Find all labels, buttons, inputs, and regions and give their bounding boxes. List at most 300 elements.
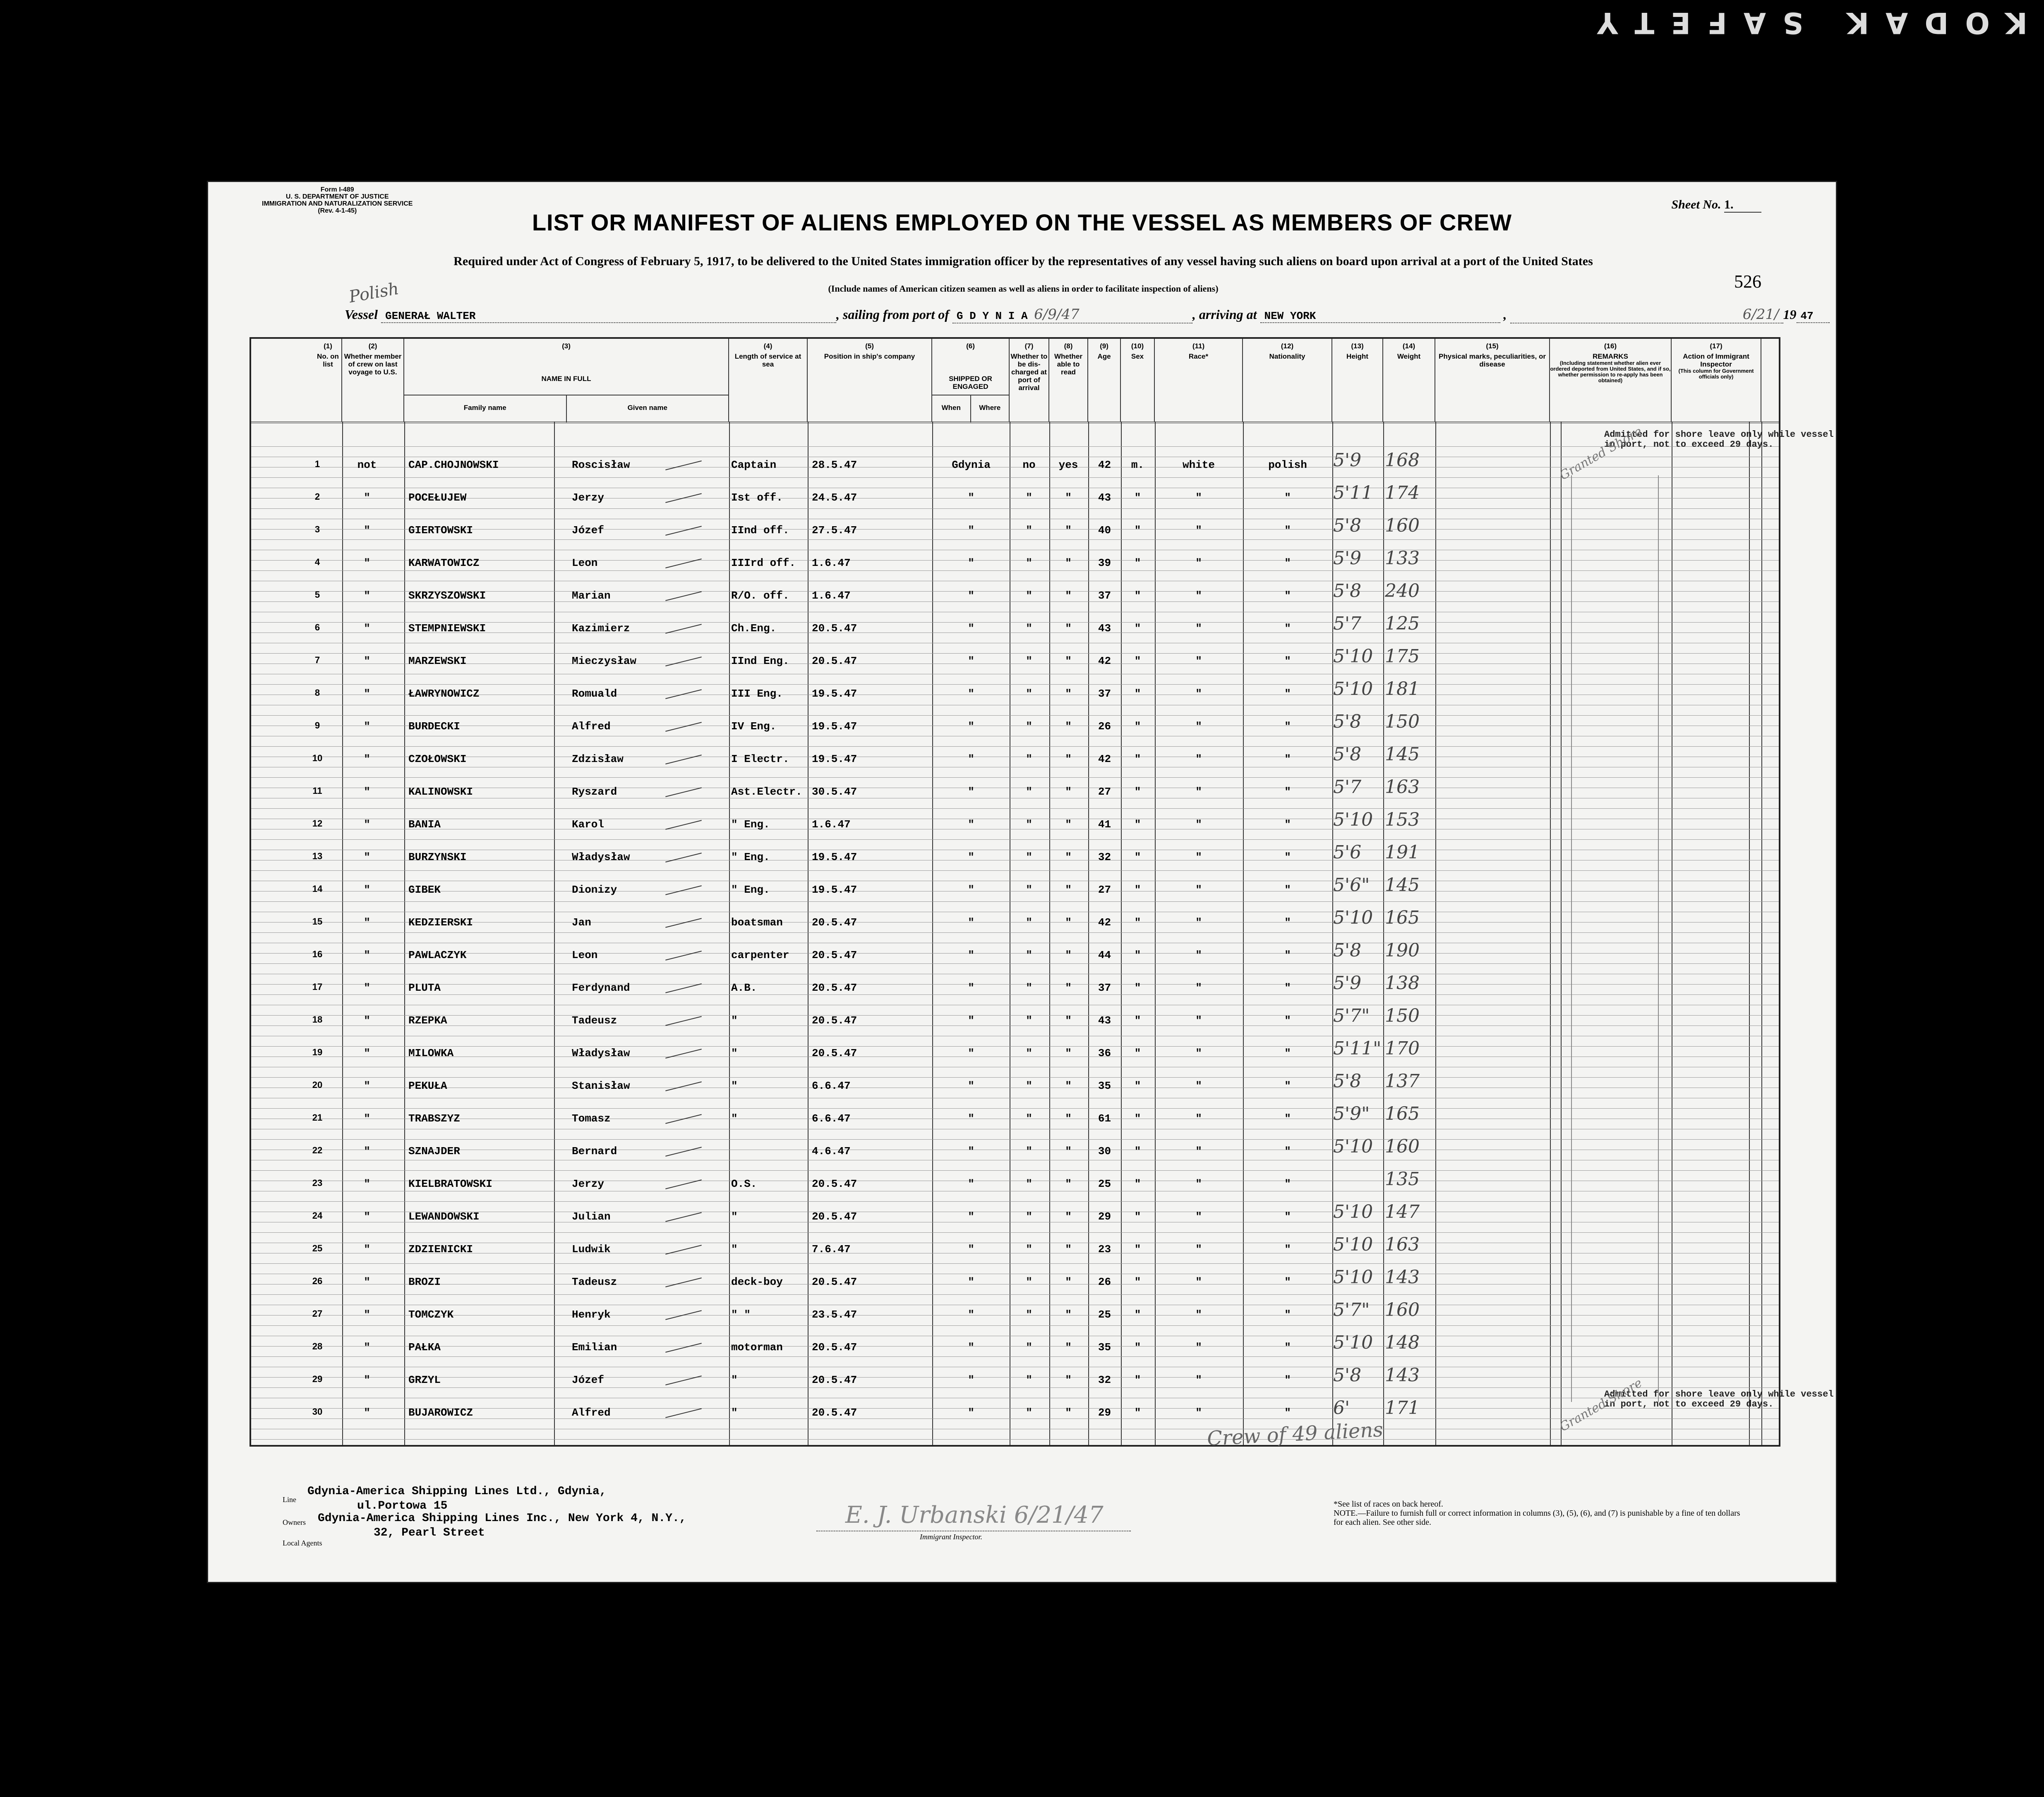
service-check-mark — [665, 853, 702, 863]
column-header: (12) Nationality — [1243, 339, 1332, 422]
discharged: " — [1026, 949, 1032, 961]
weight-handwritten: 147 — [1385, 1201, 1420, 1222]
weight-handwritten: 138 — [1385, 973, 1420, 994]
service-check-mark — [665, 460, 702, 470]
able-to-read: " — [1065, 1374, 1072, 1386]
shipped-where: " — [968, 1406, 974, 1419]
ruled-line — [251, 839, 1779, 840]
column-rule — [554, 422, 555, 1445]
service-check-mark — [665, 820, 702, 830]
nationality: " — [1284, 982, 1291, 994]
column-rule — [1383, 422, 1384, 1445]
discharged: " — [1026, 491, 1032, 504]
ruled-line — [251, 653, 1779, 654]
discharged: " — [1026, 916, 1032, 929]
nationality: polish — [1268, 459, 1307, 471]
given-name: Jan — [572, 916, 591, 929]
sheet-number — [1672, 198, 1762, 213]
height-handwritten: 5'8 — [1333, 515, 1362, 536]
position: " — [731, 1080, 738, 1092]
ruled-line — [251, 1232, 1779, 1233]
ruled-line — [251, 477, 1779, 478]
crew-table — [250, 337, 1834, 1451]
vessel-name: GENERAŁ WALTER — [381, 310, 836, 323]
sex: " — [1134, 753, 1141, 765]
service-check-mark — [665, 1049, 702, 1059]
sex: " — [1134, 720, 1141, 733]
inspector-signature: E. J. Urbanski 6/21/47 — [845, 1502, 1104, 1529]
sex: " — [1134, 655, 1141, 667]
height-handwritten: 5'8 — [1333, 1365, 1362, 1386]
position: O.S. — [731, 1178, 757, 1190]
given-name: Alfred — [572, 1406, 611, 1419]
able-to-read: " — [1065, 982, 1072, 994]
able-to-read: " — [1065, 851, 1072, 863]
nationality: " — [1284, 1178, 1291, 1190]
age: 29 — [1098, 1406, 1111, 1419]
able-to-read: " — [1065, 1112, 1072, 1125]
ruled-line — [251, 901, 1779, 902]
shipped-when: 1.6.47 — [812, 557, 851, 569]
owners-address: 32, Pearl Street — [374, 1526, 485, 1539]
nationality: " — [1284, 1112, 1291, 1125]
discharged: " — [1026, 786, 1032, 798]
weight-handwritten: 137 — [1385, 1071, 1420, 1092]
position: " — [731, 1047, 738, 1059]
shipped-where: " — [968, 655, 974, 667]
nationality: " — [1284, 557, 1291, 569]
shipped-when: 23.5.47 — [812, 1308, 857, 1321]
ruled-line — [251, 1387, 1779, 1388]
year-prefix: 19 — [1783, 307, 1797, 322]
weight-handwritten: 165 — [1385, 907, 1420, 928]
ruled-line — [251, 1356, 1779, 1357]
shipped-when: 19.5.47 — [812, 851, 857, 863]
position: A.B. — [731, 982, 757, 994]
age: 37 — [1098, 688, 1111, 700]
prev-voyage: " — [364, 1243, 370, 1256]
prev-voyage: " — [364, 1374, 370, 1386]
form-number: Form I-489 — [320, 186, 354, 193]
given-name: Julian — [572, 1210, 611, 1223]
shipped-when: 20.5.47 — [812, 1276, 857, 1288]
able-to-read: " — [1065, 949, 1072, 961]
race: " — [1195, 1047, 1202, 1059]
shipped-where: " — [968, 1145, 974, 1157]
height-handwritten: 5'9" — [1333, 1103, 1370, 1124]
weight-handwritten: 240 — [1385, 580, 1420, 601]
race: white — [1182, 459, 1215, 471]
given-name: Bernard — [572, 1145, 617, 1157]
height-handwritten: 6' — [1333, 1397, 1350, 1418]
given-name: Kazimierz — [572, 622, 630, 635]
prev-voyage: " — [364, 1406, 370, 1419]
shipped-where: " — [968, 1210, 974, 1223]
family-name: KARWATOWICZ — [408, 557, 480, 569]
column-rule — [1332, 422, 1333, 1445]
family-name: POCEŁUJEW — [408, 491, 467, 504]
discharged: " — [1026, 753, 1032, 765]
nationality: " — [1284, 916, 1291, 929]
discharged: " — [1026, 589, 1032, 602]
weight-handwritten: 163 — [1385, 1234, 1420, 1255]
column-header: (14) Weight — [1383, 339, 1435, 422]
weight-handwritten: 170 — [1385, 1038, 1420, 1059]
race: " — [1195, 1178, 1202, 1190]
weight-handwritten: 175 — [1385, 646, 1420, 667]
sex: " — [1134, 1145, 1141, 1157]
weight-handwritten: 163 — [1385, 776, 1420, 798]
row-number: 11 — [312, 786, 322, 796]
shipped-when: 20.5.47 — [812, 655, 857, 667]
department: U. S. DEPARTMENT OF JUSTICE — [285, 193, 389, 200]
age: 32 — [1098, 851, 1111, 863]
row-number: 28 — [312, 1341, 323, 1351]
discharged: " — [1026, 1374, 1032, 1386]
shipped-where: " — [968, 786, 974, 798]
column-rule — [1550, 422, 1551, 1445]
film-edge-text: KODAK SAFETY — [1580, 6, 2027, 40]
height-handwritten: 5'7" — [1333, 1005, 1370, 1026]
given-name: Romuald — [572, 688, 617, 700]
prev-voyage: " — [364, 786, 370, 798]
revision: (Rev. 4-1-45) — [318, 207, 357, 214]
shipped-where: " — [968, 1112, 974, 1125]
shipped-when: 30.5.47 — [812, 786, 857, 798]
prev-voyage: " — [364, 1145, 370, 1157]
race: " — [1195, 524, 1202, 537]
able-to-read: " — [1065, 491, 1072, 504]
prev-voyage: " — [364, 982, 370, 994]
discharged: " — [1026, 1276, 1032, 1288]
nationality: " — [1284, 1014, 1291, 1027]
shipped-when: 20.5.47 — [812, 1406, 857, 1419]
column-header: (16) REMARKS (Including statement whether alien ever ordered deported from United States, and if so, whether permission to re-apply has been obtained) — [1550, 339, 1672, 422]
row-number: 17 — [312, 982, 323, 992]
race: " — [1195, 557, 1202, 569]
weight-handwritten: 160 — [1385, 1299, 1420, 1320]
service-check-mark — [665, 526, 702, 536]
sex: m. — [1131, 459, 1144, 471]
column-header: (4) Length of service at sea — [729, 339, 808, 422]
nationality: " — [1284, 1080, 1291, 1092]
height-handwritten: 5'10 — [1333, 1234, 1373, 1255]
race: " — [1195, 1145, 1202, 1157]
nationality: " — [1284, 1047, 1291, 1059]
height-handwritten: 5'10 — [1333, 678, 1373, 700]
age: 26 — [1098, 1276, 1111, 1288]
weight-handwritten: 160 — [1385, 1136, 1420, 1157]
age: 43 — [1098, 491, 1111, 504]
family-name: BURZYNSKI — [408, 851, 467, 863]
nationality: " — [1284, 720, 1291, 733]
shipped-where: Gdynia — [952, 459, 991, 471]
sex: " — [1134, 589, 1141, 602]
ruled-line — [251, 715, 1779, 716]
family-name: RZEPKA — [408, 1014, 447, 1027]
column-rule — [932, 422, 933, 1445]
remark-handwritten: Granted Shore — [1557, 424, 1645, 483]
ruled-line — [251, 1108, 1779, 1109]
able-to-read: " — [1065, 1341, 1072, 1354]
column-header: (11) Race* — [1155, 339, 1243, 422]
shipped-where: " — [968, 720, 974, 733]
owners-label: Owners — [283, 1518, 306, 1526]
prev-voyage: " — [364, 557, 370, 569]
able-to-read: " — [1065, 1014, 1072, 1027]
age: 43 — [1098, 1014, 1111, 1027]
position: " " — [731, 1308, 751, 1321]
ruled-line — [251, 777, 1779, 778]
able-to-read: " — [1065, 524, 1072, 537]
nationality: " — [1284, 851, 1291, 863]
weight-handwritten: 174 — [1385, 482, 1420, 503]
row-number: 12 — [312, 818, 323, 829]
position: " — [731, 1210, 738, 1223]
column-header: (5) Position in ship's company — [808, 339, 932, 422]
shipped-when: 20.5.47 — [812, 622, 857, 635]
discharged: no — [1022, 459, 1036, 471]
footer — [250, 1456, 1780, 1572]
family-name: BURDECKI — [408, 720, 460, 733]
weight-handwritten: 165 — [1385, 1103, 1420, 1124]
column-rule — [1749, 422, 1750, 1445]
sailing-port — [952, 306, 1192, 323]
given-name: Leon — [572, 949, 598, 961]
ditto-line — [1571, 475, 1572, 1402]
height-handwritten: 5'7 — [1333, 613, 1362, 634]
age: 26 — [1098, 720, 1111, 733]
shipped-where: " — [968, 1374, 974, 1386]
height-handwritten: 5'9 — [1333, 450, 1362, 471]
given-name: Leon — [572, 557, 598, 569]
nationality: " — [1284, 688, 1291, 700]
height-handwritten: 5'9 — [1333, 548, 1362, 569]
discharged: " — [1026, 655, 1032, 667]
family-name: ZDZIENICKI — [408, 1243, 473, 1256]
column-rule — [1088, 422, 1089, 1445]
race: " — [1195, 622, 1202, 635]
weight-handwritten: 145 — [1385, 744, 1420, 765]
sheet-label: Sheet No. — [1671, 198, 1721, 211]
shipped-when: 20.5.47 — [812, 916, 857, 929]
age: 42 — [1098, 655, 1111, 667]
nationality: " — [1284, 949, 1291, 961]
ruled-line — [251, 539, 1779, 540]
sex: " — [1134, 524, 1141, 537]
service-check-mark — [665, 787, 702, 797]
sex: " — [1134, 1374, 1141, 1386]
service-check-mark — [665, 885, 702, 895]
height-handwritten: 5'10 — [1333, 1267, 1373, 1288]
able-to-read: " — [1065, 1276, 1072, 1288]
position: " — [731, 1014, 738, 1027]
race: " — [1195, 753, 1202, 765]
height-handwritten: 5'8 — [1333, 940, 1362, 961]
shipped-when: 1.6.47 — [812, 818, 851, 831]
discharged: " — [1026, 1308, 1032, 1321]
row-number: 4 — [314, 557, 320, 567]
able-to-read: " — [1065, 753, 1072, 765]
age: 32 — [1098, 1374, 1111, 1386]
weight-handwritten: 143 — [1385, 1267, 1420, 1288]
sex: " — [1134, 491, 1141, 504]
shipped-when: 4.6.47 — [812, 1145, 851, 1157]
nationality: " — [1284, 1276, 1291, 1288]
age: 25 — [1098, 1308, 1111, 1321]
race: " — [1195, 851, 1202, 863]
discharged: " — [1026, 982, 1032, 994]
ruled-line — [251, 746, 1779, 747]
prev-voyage: " — [364, 1014, 370, 1027]
race: " — [1195, 1243, 1202, 1256]
position: " Eng. — [731, 818, 770, 831]
age: 36 — [1098, 1047, 1111, 1059]
position: Ast.Electr. — [731, 786, 802, 798]
service-check-mark — [665, 983, 702, 993]
column-rule — [1049, 422, 1050, 1445]
age: 42 — [1098, 459, 1111, 471]
family-name: GRZYL — [408, 1374, 441, 1386]
row-number: 24 — [312, 1210, 323, 1221]
line-label: Line — [283, 1495, 296, 1504]
age: 37 — [1098, 982, 1111, 994]
given-name: Jerzy — [572, 1178, 605, 1190]
position: " Eng. — [731, 884, 770, 896]
weight-handwritten: 171 — [1385, 1397, 1420, 1418]
height-handwritten: 5'7 — [1333, 776, 1362, 798]
sex: " — [1134, 1210, 1141, 1223]
family-name: PLUTA — [408, 982, 441, 994]
position: " — [731, 1243, 738, 1256]
row-number: 26 — [312, 1276, 323, 1286]
row-number: 6 — [314, 622, 320, 633]
service-check-mark — [665, 1081, 702, 1091]
given-name: Władysław — [572, 1047, 630, 1059]
position: " — [731, 1374, 738, 1386]
sex: " — [1134, 1080, 1141, 1092]
year-value: 47 — [1797, 310, 1830, 323]
able-to-read: " — [1065, 818, 1072, 831]
shipped-when: 20.5.47 — [812, 1178, 857, 1190]
able-to-read: " — [1065, 1080, 1072, 1092]
age: 29 — [1098, 1210, 1111, 1223]
height-handwritten: 5'10 — [1333, 1201, 1373, 1222]
given-name: Ferdynand — [572, 982, 630, 994]
given-name: Marian — [572, 589, 611, 602]
column-rule — [1761, 422, 1762, 1445]
row-number: 15 — [312, 916, 323, 927]
shipped-when: 1.6.47 — [812, 589, 851, 602]
given-name: Tadeusz — [572, 1276, 617, 1288]
ruled-line — [251, 1263, 1779, 1264]
discharged: " — [1026, 622, 1032, 635]
given-name: Józef — [572, 1374, 605, 1386]
row-number: 3 — [314, 524, 320, 534]
prev-voyage: not — [357, 459, 377, 471]
owners-company: Gdynia-America Shipping Lines Inc., New York 4, N.Y., — [318, 1512, 686, 1525]
given-name: Karol — [572, 818, 605, 831]
row-number: 23 — [312, 1178, 323, 1188]
race: " — [1195, 818, 1202, 831]
shipped-when: 20.5.47 — [812, 1047, 857, 1059]
nationality: " — [1284, 884, 1291, 896]
discharged: " — [1026, 1014, 1032, 1027]
prev-voyage: " — [364, 1080, 370, 1092]
column-header: (9) Age — [1088, 339, 1121, 422]
able-to-read: " — [1065, 786, 1072, 798]
ruled-line — [251, 1139, 1779, 1140]
given-name: Roscisław — [572, 459, 630, 471]
sex: " — [1134, 1243, 1141, 1256]
sailing-label: , sailing from port of — [836, 307, 949, 322]
age: 39 — [1098, 557, 1111, 569]
ruled-line — [251, 1201, 1779, 1202]
ruled-line — [251, 508, 1779, 509]
ruled-line — [251, 446, 1779, 447]
sex: " — [1134, 1178, 1141, 1190]
height-handwritten: 5'9 — [1333, 973, 1362, 994]
given-name: Władysław — [572, 851, 630, 863]
able-to-read: " — [1065, 1047, 1072, 1059]
row-number: 18 — [312, 1014, 323, 1025]
ruled-line — [251, 684, 1779, 685]
able-to-read: yes — [1058, 459, 1078, 471]
height-handwritten: 5'8 — [1333, 1071, 1362, 1092]
family-name: SZNAJDER — [408, 1145, 460, 1157]
family-name: STEMPNIEWSKI — [408, 622, 486, 635]
given-name: Zdzisław — [572, 753, 624, 765]
column-header: (1) No. on list — [314, 339, 342, 422]
shipped-when: 20.5.47 — [812, 982, 857, 994]
height-handwritten: 5'10 — [1333, 907, 1373, 928]
sheet-value: 1. — [1724, 198, 1761, 213]
crew-total: Crew of 49 aliens — [1206, 1418, 1384, 1451]
ruled-line — [251, 963, 1779, 964]
able-to-read: " — [1065, 557, 1072, 569]
family-name: SKRZYSZOWSKI — [408, 589, 486, 602]
height-handwritten: 5'10 — [1333, 809, 1373, 830]
given-name: Emilian — [572, 1341, 617, 1354]
age: 37 — [1098, 589, 1111, 602]
age: 30 — [1098, 1145, 1111, 1157]
service-check-mark — [665, 1343, 702, 1353]
prev-voyage: " — [364, 949, 370, 961]
ruled-line — [251, 994, 1779, 995]
given-name: Jerzy — [572, 491, 605, 504]
ruled-line — [251, 1439, 1779, 1440]
given-name: Alfred — [572, 720, 611, 733]
discharged: " — [1026, 1210, 1032, 1223]
age: 61 — [1098, 1112, 1111, 1125]
sex: " — [1134, 818, 1141, 831]
service-check-mark — [665, 755, 702, 764]
prev-voyage: " — [364, 1178, 370, 1190]
service-check-mark — [665, 1408, 702, 1418]
family-name: PAWLACZYK — [408, 949, 467, 961]
position: " Eng. — [731, 851, 770, 863]
position: boatsman — [731, 916, 783, 929]
discharged: " — [1026, 884, 1032, 896]
able-to-read: " — [1065, 622, 1072, 635]
shipped-where: " — [968, 884, 974, 896]
vessel-label: Vessel — [345, 307, 378, 322]
given-name: Tadeusz — [572, 1014, 617, 1027]
position: " — [731, 1406, 738, 1419]
row-number: 16 — [312, 949, 323, 959]
row-number: 7 — [314, 655, 320, 665]
position: deck-boy — [731, 1276, 783, 1288]
